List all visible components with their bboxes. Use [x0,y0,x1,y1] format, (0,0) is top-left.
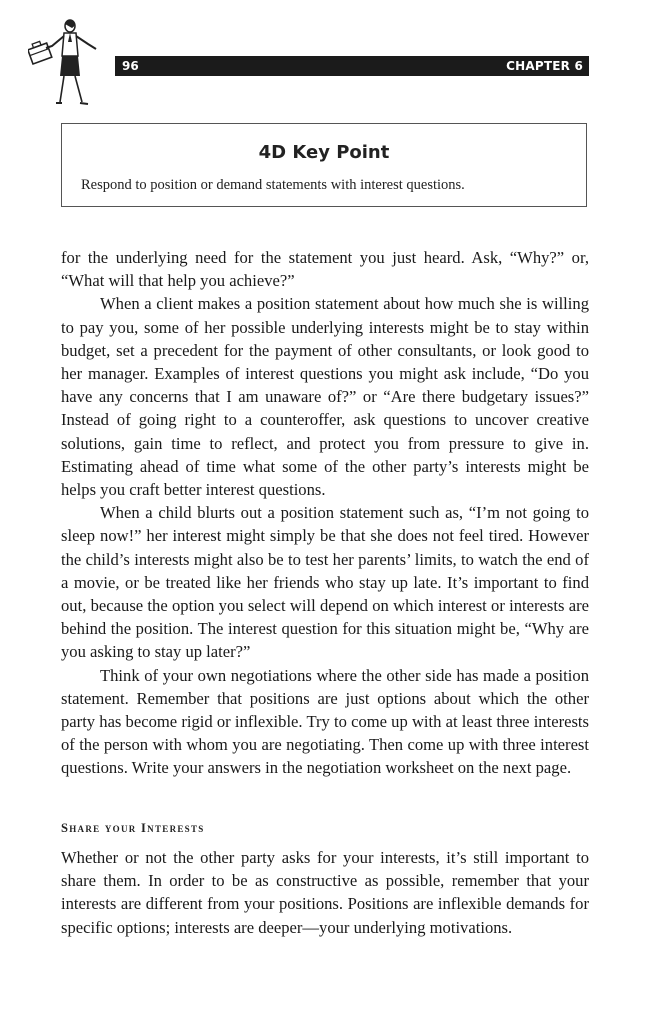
paragraph: When a client makes a position statement about how much she is willing to pay you, some of her possible underlying interests might be to stay within budget, set a precedent for the payment of other consultants, or look good to her manager. Examples of interest questions you might ask include, “Do you have any concerns that I am unaware of?” or “Are there budgetary issues?” Instead of going right to a counteroffer, ask questions to uncover creative solutions, gain time to reflect, and protect you from pressure to give in. Estimating ahead of time what some of the other party’s interests might be helps you craft better interest questions. [61,294,589,500]
businesswoman-with-briefcase-icon [28,18,108,108]
main-text [61,246,589,780]
chapter-label: CHAPTER 6 [506,59,583,73]
section-heading: Share your Interests [61,821,205,835]
key-point-text: Respond to position or demand statements with interest questions. [81,177,465,193]
paragraph: for the underlying need for the statement you just heard. Ask, “Why?” or, “What will that help you achieve?” [61,248,589,291]
paragraph: Think of your own negotiations where the other side has made a position statement. Remember that positions are just options about which the other party has become rigid or inflexible. Try to come up with at least three interests of the person with whom you are negotiating. Then come up with three interest questions. Write your answers in the negotiation worksheet on the next page. [61,665,589,778]
key-point-title: 4D Key Point [258,142,390,163]
section-text [61,846,589,939]
key-point-box [61,123,587,207]
page-number: 96 [122,59,139,73]
paragraph: Whether or not the other party asks for your interests, it’s still important to share them. In order to be as constructive as possible, remember that your interests are different from your positions. Positions are inflexible demands for specific options; interests are deeper—your underlying motivations. [61,848,589,937]
running-header [115,56,589,76]
paragraph: When a child blurts out a position statement such as, “I’m not going to sleep now!” her interest might simply be that she does not feel tired. However the child’s interests might also be to test her parents’ limits, to watch the end of a movie, or be treated like her friends who stay up late. It’s important to find out, because the option you select will depend on which interest or interests are behind the position. The interest question for this situation might be, “Why are you asking to stay up later?” [61,503,589,662]
